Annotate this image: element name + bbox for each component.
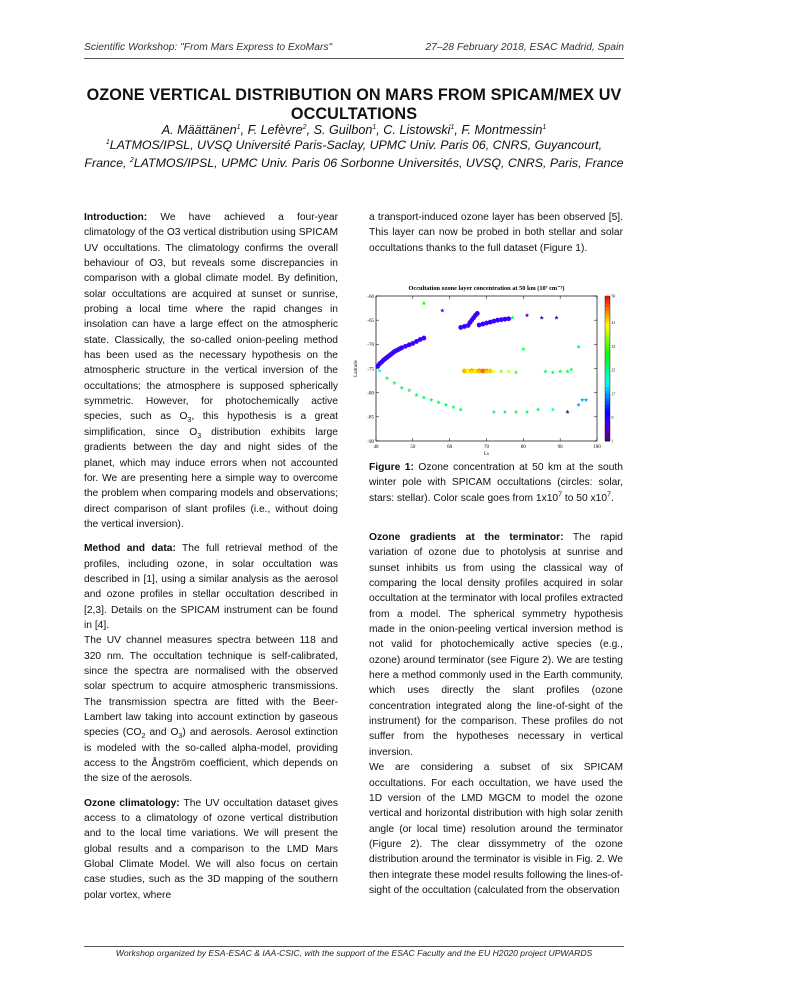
colorbar-segment [605,307,610,311]
colorbar-segment [605,340,610,344]
colorbar-segment [605,434,610,438]
method-paragraph: Method and data: The full retrieval method of the profiles, including ozone, in solar occultation was described in [1], using a similar analysis as the aerosol and ozone profiles in stellar occultation described in [2,3]. Details on the SPICAM instrument can be found in [4]. [84,543,339,631]
colorbar-segment [605,405,610,409]
colorbar-tick-label: 17 [611,392,616,397]
colorbar-segment [605,401,610,405]
figure-1-caption: Figure 1: Ozone concentration at 50 km at the south winter pole with SPICAM occultations (circles: solar, stars: stellar). Color scale goes from $1x10^7$ to 50 $x10^7$. [369,462,623,504]
colorbar-segment [605,303,610,307]
stellar-occultation-point [580,398,584,402]
paper-title: OZONE VERTICAL DISTRIBUTION ON MARS FROM SPICAM/MEX UV OCCULTATIONS [86,86,622,123]
colorbar-segment [605,383,610,387]
y-tick-label: -65 [367,318,374,324]
stellar-occultation-point [407,388,411,392]
author: F. Lefèvre [247,123,303,137]
stellar-occultation-point [459,407,463,411]
stellar-occultation-point [551,407,555,411]
colorbar-segment [605,398,610,402]
stellar-occultation-point [506,369,510,373]
stellar-occultation-point [444,402,448,406]
stellar-occultation-point [414,393,418,397]
colorbar-segment [605,354,610,358]
stellar-occultation-point [503,410,507,414]
stellar-occultation-point [543,369,547,373]
running-header-left: Scientific Workshop: "From Mars Express to ExoMars" [84,42,333,53]
colorbar-segment [605,416,610,420]
colorbar-tick-label: 33 [611,344,616,349]
x-tick-label: 60 [447,445,453,450]
stellar-occultation-point [554,315,558,319]
stellar-occultation-point [525,313,529,317]
section-heading: Ozone gradients at the terminator: [369,532,564,543]
colorbar-segment [605,437,610,441]
subset-paragraph: We are considering a subset of six SPICAM occultations. For each occultation, we have used the 1D version of the LMD MGCM to model the ozone vertical and horizontal distribution with high solar zenith angle (or local time) resolution around the terminator (Figure 2). The clear dissymmetry of the ozone distribution around the terminator is visible in Fig. 2. We then integrate these model results following the lines-of-sight of the occultation (calculated from the observation [369,762,623,896]
left-column [84,210,338,903]
stellar-occultation-point [565,369,569,373]
colorbar-segment [605,390,610,394]
y-tick-label: -60 [367,294,374,300]
y-tick-label: -70 [367,343,374,349]
stellar-occultation-point [378,369,382,373]
colorbar-segment [605,329,610,333]
colorbar-segment [605,376,610,380]
x-axis-label: Ls [484,452,489,456]
x-tick-label: 100 [593,445,601,450]
stellar-occultation-point [565,410,569,414]
stellar-occultation-point [429,398,433,402]
header-rule [84,58,624,59]
author: F. Montmessin [461,123,543,137]
solar-occultation-point [475,311,480,316]
right-column-top [369,210,623,256]
stellar-occultation-point [451,405,455,409]
section-heading: Introduction: [84,212,148,223]
colorbar-segment [605,325,610,329]
colorbar-tick-label: 9 [611,415,614,420]
y-tick-label: -75 [367,367,374,373]
running-header-right: 27–28 February 2018, ESAC Madrid, Spain [425,42,624,53]
stellar-occultation-point [392,381,396,385]
stellar-occultation-point [584,398,588,402]
colorbar-segment [605,372,610,376]
continuation-paragraph: a transport-induced ozone layer has been observed [5]. This layer can now be probed in both stellar and solar occultations thanks to the full dataset (Figure 1). [369,212,623,254]
stellar-occultation-point [436,400,440,404]
y-tick-label: -85 [367,415,374,421]
colorbar-segment [605,361,610,365]
stellar-occultation-point [576,402,580,406]
colorbar-segment [605,387,610,391]
colorbar-segment [605,358,610,362]
climatology-paragraph: Ozone climatology: The UV occultation dataset gives access to a climatology of ozone vertical distribution and to the local time variations. We will present the global results and a comparison to the LMD Mars Global Climate Model. We will also focus on certain case studies, such as the 3D mapping of the southern polar vortex, where [84,797,338,901]
author-list: A. Määttänen$^1$, F. Lefèvre$^2$, S. Guilbon$^1$, C. Listowski$^1$, F. Montmessin$^1$ [161,123,547,137]
colorbar-tick-label: 41 [611,321,616,326]
colorbar-segment [605,430,610,434]
colorbar-segment [605,365,610,369]
colorbar-segment [605,296,610,300]
stellar-occultation-point [440,308,444,312]
y-tick-label: -90 [367,439,374,445]
stellar-occultation-point [525,410,529,414]
colorbar-segment [605,394,610,398]
stellar-occultation-point [514,410,518,414]
section-heading: Method and data: [84,543,176,555]
colorbar-segment [605,314,610,318]
introduction-paragraph: Introduction: We have achieved a four-year climatology of the O3 vertical distribution using SPICAM UV occultations. The climatology confirms the overall behaviour of O3, but reveals some discrepancies in comparison with a global climate model. By definition, solar occultations are acquired at sunset or sunrise, probing a local time where the rapid changes in insolation can have a large effect on the atmospheric state. Classically, the so-called onion-peeling method has been used as the necessary hypothesis on the atmospheric structure in the vertical inversion of the occultations; the atmosphere is supposed spherically symmetric. However, for photochemically active species, such as $O_3$, this hypothesis is a great simplification, since $O_3$ distribution exhibits large gradients between the day and night sides of the planet, which may induce errors when not accounted for. We are presenting here a simple way to overcome the problem when comparing models and observations; direct comparison of slant profiles (i.e., without doing the vertical inversion). [84,212,338,530]
page-footer: Workshop organized by ESA-ESAC & IAA-CSIC, with the support of the ESAC Faculty and the EU H2020 project UPWARDS [115,948,593,958]
colorbar-segment [605,332,610,336]
stellar-occultation-point [536,407,540,411]
terminator-paragraph: Ozone gradients at the terminator: The rapid variation of ozone due to photolysis at sunrise and sunset inhibits us from using the classical way of comparing the local density profiles acquired in solar occultation at the terminator with local profiles extracted from a model. The spherical symmetry hypothesis made in the onion-peeling vertical inversion method is not valid for photochemically active species (e.g., ozone) around terminator (see Figure 2). We are testing here a method commonly used in the Earth community, which uses directly the slant profiles (ozone concentration integrated along the line-of-sight of the instrument) for the comparison. These profiles do not suffer from the hypotheses necessary in vertical inversion. [369,532,623,758]
colorbar-segment [605,419,610,423]
colorbar-segment [605,311,610,315]
stellar-occultation-point [540,315,544,319]
y-axis-label: Latitude [354,360,359,377]
author: C. Listowski [383,123,451,137]
colorbar-tick-label: 25 [611,368,616,373]
stellar-occultation-point [551,370,555,374]
colorbar-segment [605,347,610,351]
footer-rule [84,946,624,947]
stellar-occultation-point [492,410,496,414]
stellar-occultation-point [558,369,562,373]
colorbar-segment [605,343,610,347]
author: A. Määttänen [161,123,237,137]
colorbar-segment [605,300,610,304]
colorbar-segment [605,379,610,383]
colorbar-tick-label: 1 [611,439,614,444]
plot-frame [376,296,597,441]
solar-occultation-point [488,369,493,374]
x-tick-label: 70 [484,445,489,450]
stellar-occultation-point [514,370,518,374]
colorbar-segment [605,412,610,416]
stellar-occultation-point [499,369,503,373]
x-tick-label: 90 [557,445,563,450]
uv-channel-paragraph: The UV channel measures spectra between 118 and 320 nm. The occultation technique is self-calibrated, since the spectra are normalised with the observed solar spectrum to acquire atmospheric transmissions. The transmission spectra are fitted with the Beer-Lambert law taking into account extinction by gaseous species ($CO_2$ and $O_3$) and aerosols. Aerosol extinction is modeled with the so-called alpha-model, providing access to the Ångström coefficient, which depends on the size of the aerosols. [84,635,338,785]
section-heading: Ozone climatology: [84,797,180,809]
colorbar-segment [605,423,610,427]
stellar-occultation-point [400,386,404,390]
x-tick-label: 50 [410,445,416,450]
colorbar-tick-label: 50 [611,294,616,299]
y-tick-label: -80 [367,391,374,397]
colorbar-segment [605,369,610,373]
figure-1-ozone-scatter [352,280,620,456]
author: S. Guilbon [313,123,373,137]
x-tick-label: 40 [373,445,379,450]
stellar-occultation-point [576,344,580,348]
colorbar-segment [605,427,610,431]
x-tick-label: 80 [520,445,526,450]
chart-title: Occultation ozone layer concentration at 50 km (10⁷ cm⁻³) [408,285,565,292]
colorbar-segment [605,318,610,322]
stellar-occultation-point [385,376,389,380]
stellar-occultation-point [492,369,496,373]
affiliations: $^1$LATMOS/IPSL, UVSQ Université Paris-Saclay, UPMC Univ. Paris 06, CNRS, Guyancourt, France, $^2$LATMOS/IPSL, UPMC Univ. Paris 06 Sorbonne Universités, UVSQ, CNRS, Paris, France [84,138,624,170]
stellar-occultation-point [422,301,426,305]
solar-occultation-point [421,336,426,341]
colorbar-segment [605,408,610,412]
stellar-occultation-point [521,347,525,351]
stellar-occultation-point [422,395,426,399]
colorbar-segment [605,321,610,325]
right-column-bottom [369,530,623,898]
colorbar-segment [605,350,610,354]
colorbar-segment [605,336,610,340]
